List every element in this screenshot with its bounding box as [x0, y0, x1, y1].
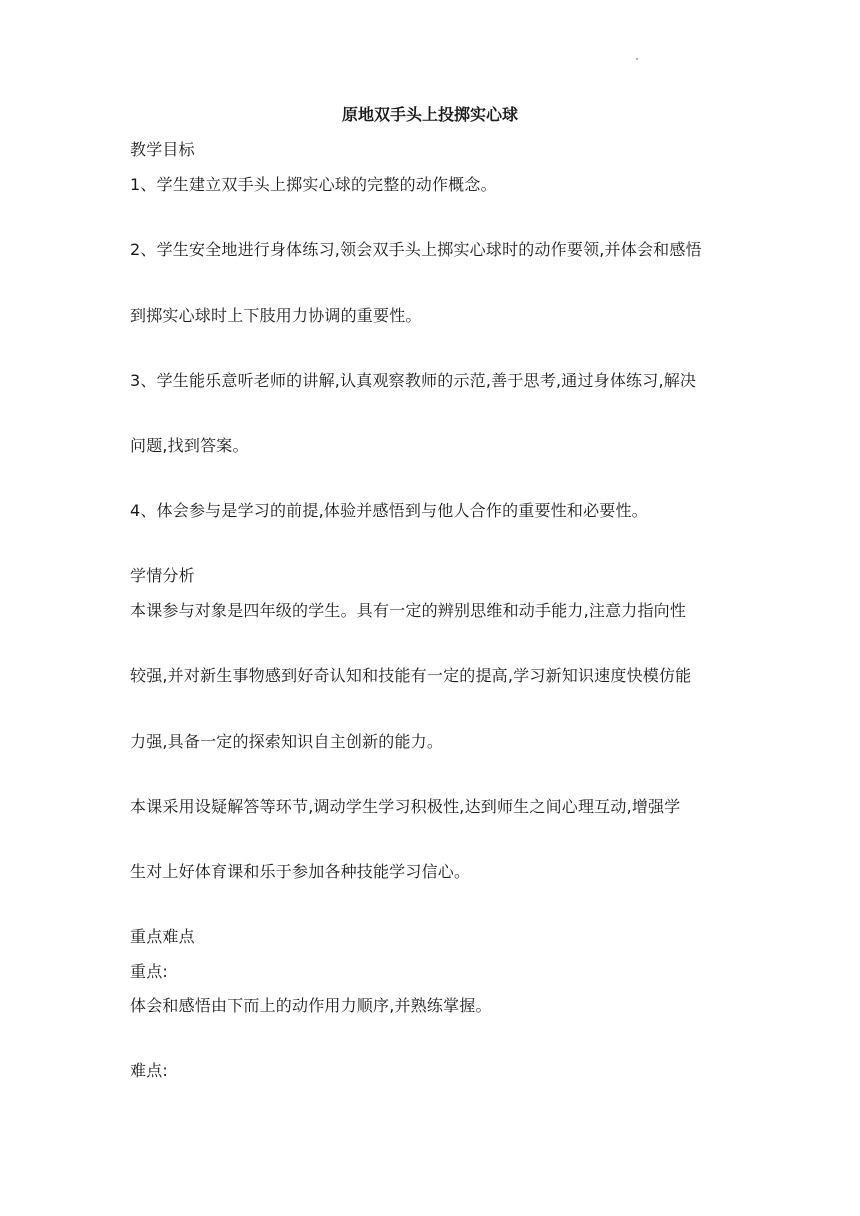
section-heading-goals: 教学目标 — [130, 140, 195, 159]
goal-line: 2、学生安全地进行身体练习,领会双手头上掷实心球时的动作要领,并体会和感悟 — [130, 240, 702, 259]
difficult-point-label: 难点: — [130, 1061, 168, 1080]
goal-line: 3、学生能乐意听老师的讲解,认真观察教师的示范,善于思考,通过身体练习,解决 — [130, 371, 697, 390]
document-title: 原地双手头上投掷实心球 — [341, 105, 518, 124]
analysis-line: 生对上好体育课和乐于参加各种技能学习信心。 — [130, 862, 471, 881]
key-point-text: 体会和感悟由下而上的动作用力顺序,并熟练掌握。 — [130, 996, 492, 1015]
analysis-line: 较强,并对新生事物感到好奇认知和技能有一定的提高,学习新知识速度快模仿能 — [130, 666, 692, 685]
analysis-line: 力强,具备一定的探索知识自主创新的能力。 — [130, 732, 444, 751]
scan-dot — [636, 58, 638, 60]
goal-line: 问题,找到答案。 — [130, 436, 249, 455]
analysis-line: 本课参与对象是四年级的学生。具有一定的辨别思维和动手能力,注意力指向性 — [130, 601, 687, 620]
section-heading-analysis: 学情分析 — [130, 566, 195, 585]
goal-line: 到掷实心球时上下肢用力协调的重要性。 — [130, 306, 422, 325]
goal-line: 1、学生建立双手头上掷实心球的完整的动作概念。 — [130, 175, 497, 194]
key-point-label: 重点: — [130, 962, 168, 981]
goal-line: 4、体会参与是学习的前提,体验并感悟到与他人合作的重要性和必要性。 — [130, 501, 648, 520]
analysis-line: 本课采用设疑解答等环节,调动学生学习积极性,达到师生之间心理互动,增强学 — [130, 797, 681, 816]
section-heading-key-points: 重点难点 — [130, 927, 195, 946]
